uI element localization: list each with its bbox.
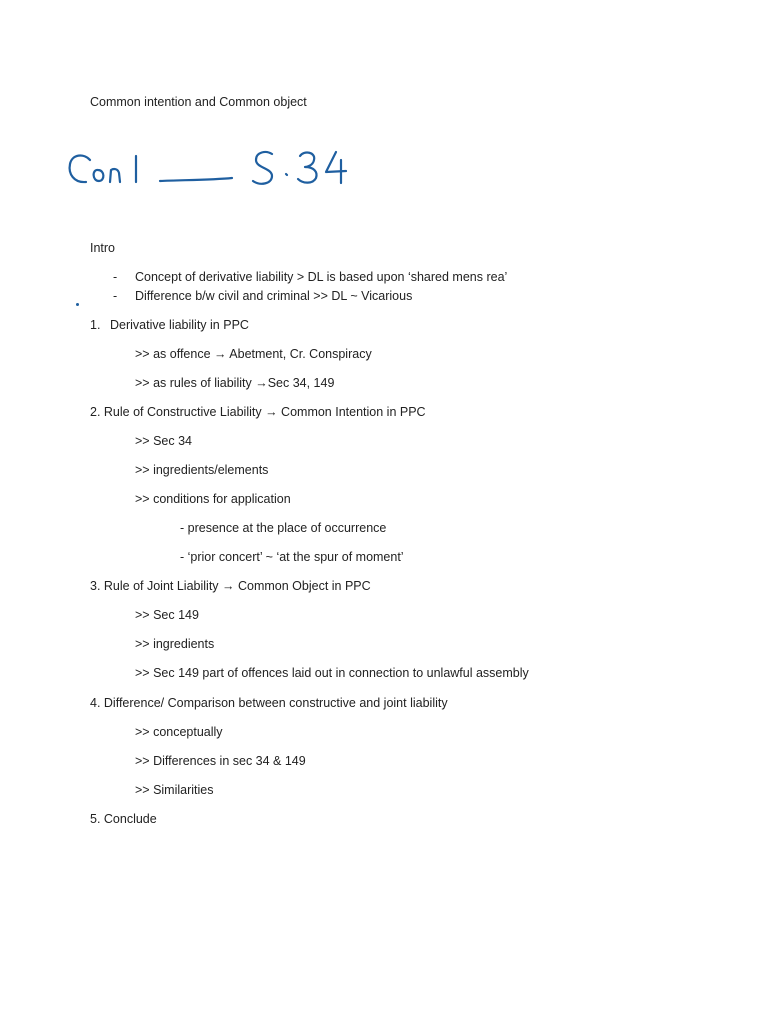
section-heading: 2. Rule of Constructive Liability → Common Intention in PPC <box>90 405 426 419</box>
list-item: >> Sec 149 part of offences laid out in connection to unlawful assembly <box>135 666 529 680</box>
list-item: >> Differences in sec 34 & 149 <box>135 754 306 768</box>
list-item: >> ingredients/elements <box>135 463 269 477</box>
ink-dot <box>76 303 79 306</box>
sub-list-item: - ‘prior concert’ ~ ‘at the spur of moment’ <box>180 550 404 564</box>
intro-heading: Intro <box>90 241 116 255</box>
list-item: >> conditions for application <box>135 492 291 506</box>
section-heading: 5. Conclude <box>90 812 157 826</box>
handwritten-note <box>62 138 362 198</box>
page-title: Common intention and Common object <box>90 95 307 109</box>
list-item: >> ingredients <box>135 637 215 651</box>
section-heading: 1. Derivative liability in PPC <box>90 318 249 332</box>
list-item: >> Sec 34 <box>135 434 192 448</box>
list-item: >> Similarities <box>135 783 214 797</box>
list-item: >> as rules of liability →Sec 34, 149 <box>135 376 335 390</box>
list-item: >> conceptually <box>135 725 223 739</box>
sub-list-item: - presence at the place of occurrence <box>180 521 387 535</box>
intro-bullet: - Concept of derivative liability > DL is based upon ‘shared mens rea’ <box>113 270 508 284</box>
section-heading: 4. Difference/ Comparison between constructive and joint liability <box>90 696 448 710</box>
section-heading: 3. Rule of Joint Liability → Common Object in PPC <box>90 579 371 593</box>
intro-bullet: - Difference b/w civil and criminal >> DL ~ Vicarious <box>113 289 413 303</box>
list-item: >> Sec 149 <box>135 608 199 622</box>
list-item: >> as offence → Abetment, Cr. Conspiracy <box>135 347 372 361</box>
